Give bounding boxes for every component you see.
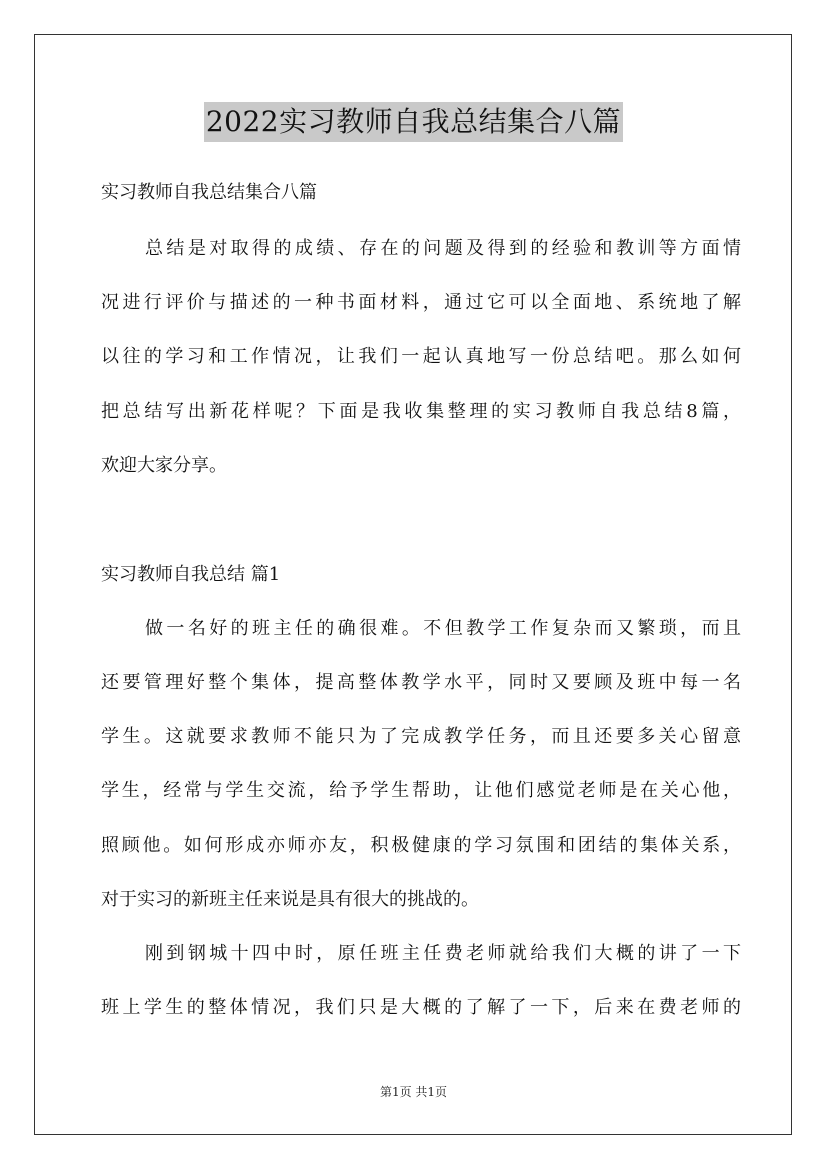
body-line: 把总结写出新花样呢？下面是我收集整理的实习教师自我总结8篇， bbox=[101, 401, 741, 422]
body-line: 班上学生的整体情况，我们只是大概的了解了一下，后来在费老师的 bbox=[101, 997, 741, 1018]
body-line: 做一名好的班主任的确很难。不但教学工作复杂而又繁琐，而且 bbox=[145, 618, 741, 639]
body-line: 况进行评价与描述的一种书面材料，通过它可以全面地、系统地了解 bbox=[101, 292, 741, 313]
subtitle-line: 实习教师自我总结集合八篇 bbox=[101, 182, 317, 203]
body-line: 学生。这就要求教师不能只为了完成教学任务，而且还要多关心留意 bbox=[101, 726, 741, 747]
body-line: 照顾他。如何形成亦师亦友，积极健康的学习氛围和团结的集体关系， bbox=[101, 835, 741, 856]
body-line: 学生，经常与学生交流，给予学生帮助，让他们感觉老师是在关心他， bbox=[101, 780, 741, 801]
body-line: 对于实习的新班主任来说是具有很大的挑战的。 bbox=[101, 889, 479, 910]
page-number-footer: 第1页 共1页 bbox=[379, 1085, 448, 1099]
document-title: 2022实习教师自我总结集合八篇 bbox=[204, 102, 623, 142]
body-line: 欢迎大家分享。 bbox=[101, 455, 227, 476]
body-line: 刚到钢城十四中时，原任班主任费老师就给我们大概的讲了一下 bbox=[145, 943, 741, 964]
title-wrap bbox=[0, 102, 827, 142]
section-heading: 实习教师自我总结 篇1 bbox=[101, 564, 281, 585]
body-line: 还要管理好整个集体，提高整体教学水平，同时又要顾及班中每一名 bbox=[101, 672, 741, 693]
body-line: 总结是对取得的成绩、存在的问题及得到的经验和教训等方面情 bbox=[145, 238, 741, 259]
body-line: 以往的学习和工作情况，让我们一起认真地写一份总结吧。那么如何 bbox=[101, 346, 741, 367]
